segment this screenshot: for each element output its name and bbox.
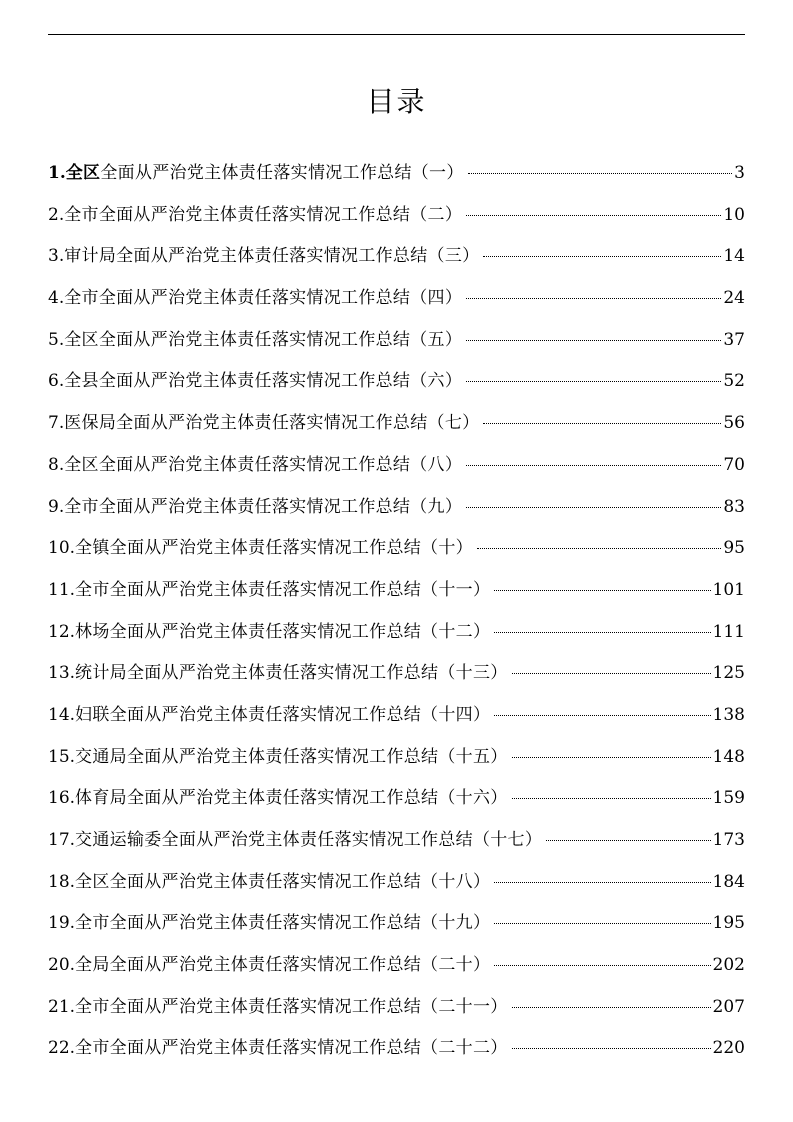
- dot-leader: [466, 298, 721, 299]
- dot-leader: [466, 340, 721, 341]
- toc-entry[interactable]: [48, 364, 745, 406]
- entry-title: 审计局全面从严治党主体责任落实情况工作总结（三）: [64, 246, 480, 267]
- entry-page-number: 10: [723, 204, 745, 225]
- toc-entry[interactable]: [48, 906, 745, 948]
- entry-page-number: 83: [723, 496, 745, 517]
- entry-number: 22.: [48, 1038, 76, 1059]
- toc-entry[interactable]: [48, 990, 745, 1032]
- entry-title: 全区全面从严治党主体责任落实情况工作总结（八）: [64, 454, 463, 475]
- dot-leader: [494, 590, 710, 591]
- entry-number: 2.: [48, 204, 65, 225]
- toc-entry[interactable]: [48, 198, 745, 240]
- entry-number: 11.: [48, 579, 76, 600]
- toc-entry[interactable]: [48, 781, 745, 823]
- dot-leader: [494, 923, 710, 924]
- toc-entry[interactable]: [48, 531, 745, 573]
- entry-page-number: 184: [712, 871, 745, 892]
- entry-page-number: 148: [712, 746, 745, 767]
- dot-leader: [494, 965, 710, 966]
- entry-page-number: 138: [712, 704, 745, 725]
- toc-entry[interactable]: [48, 865, 745, 907]
- entry-number: 20.: [48, 955, 76, 976]
- entry-page-number: 207: [712, 996, 745, 1017]
- entry-page-number: 95: [723, 538, 745, 559]
- entry-title-bold: 全区: [65, 163, 101, 183]
- dot-leader: [468, 173, 733, 174]
- entry-page-number: 220: [712, 1038, 745, 1059]
- entry-page-number: 111: [712, 621, 745, 642]
- entry-page-number: 37: [723, 329, 745, 350]
- dot-leader: [466, 381, 721, 382]
- entry-title: 全市全面从严治党主体责任落实情况工作总结（二）: [64, 204, 463, 225]
- dot-leader: [494, 715, 710, 716]
- toc-entry[interactable]: [48, 490, 745, 532]
- entry-title: 妇联全面从严治党主体责任落实情况工作总结（十四）: [75, 704, 491, 725]
- table-of-contents: [48, 156, 745, 1073]
- toc-entry[interactable]: [48, 281, 745, 323]
- entry-number: 16.: [48, 788, 76, 809]
- dot-leader: [466, 215, 721, 216]
- entry-page-number: 56: [723, 413, 745, 434]
- dot-leader: [466, 507, 721, 508]
- entry-title: 全市全面从严治党主体责任落实情况工作总结（十一）: [75, 579, 491, 600]
- dot-leader: [512, 1007, 711, 1008]
- entry-page-number: 3: [734, 163, 745, 183]
- dot-leader: [494, 882, 710, 883]
- toc-entry[interactable]: [48, 406, 745, 448]
- entry-title: 全县全面从严治党主体责任落实情况工作总结（六）: [64, 371, 463, 392]
- toc-entry[interactable]: [48, 823, 745, 865]
- entry-page-number: 125: [712, 663, 745, 684]
- entry-title: 全市全面从严治党主体责任落实情况工作总结（十九）: [75, 913, 491, 934]
- dot-leader: [483, 423, 721, 424]
- entry-title: 全市全面从严治党主体责任落实情况工作总结（九）: [64, 496, 463, 517]
- entry-title: 全区全面从严治党主体责任落实情况工作总结（十八）: [75, 871, 491, 892]
- entry-number: 6.: [48, 371, 65, 392]
- entry-title: 医保局全面从严治党主体责任落实情况工作总结（七）: [64, 413, 480, 434]
- toc-entry[interactable]: [48, 740, 745, 782]
- entry-number: 5.: [48, 329, 65, 350]
- toc-entry[interactable]: [48, 448, 745, 490]
- dot-leader: [512, 673, 711, 674]
- dot-leader: [512, 798, 711, 799]
- entry-page-number: 70: [723, 454, 745, 475]
- dot-leader: [466, 465, 721, 466]
- page-title: 目录: [366, 85, 427, 118]
- toc-entry[interactable]: [48, 239, 745, 281]
- entry-number: 12.: [48, 621, 76, 642]
- dot-leader: [477, 548, 721, 549]
- entry-number: 19.: [48, 913, 76, 934]
- entry-number: 14.: [48, 704, 76, 725]
- entry-page-number: 195: [712, 913, 745, 934]
- entry-page-number: 14: [723, 246, 745, 267]
- entry-page-number: 52: [723, 371, 745, 392]
- dot-leader: [512, 1048, 711, 1049]
- entry-title: 全区全面从严治党主体责任落实情况工作总结（五）: [64, 329, 463, 350]
- entry-page-number: 101: [712, 579, 745, 600]
- entry-page-number: 24: [723, 288, 745, 309]
- toc-entry[interactable]: [48, 948, 745, 990]
- entry-number: 1.: [48, 163, 66, 183]
- dot-leader: [512, 757, 711, 758]
- entry-page-number: 159: [712, 788, 745, 809]
- entry-number: 9.: [48, 496, 65, 517]
- entry-page-number: 202: [712, 955, 745, 976]
- entry-number: 15.: [48, 746, 76, 767]
- entry-title: [66, 156, 464, 190]
- entry-number: 3.: [48, 246, 65, 267]
- entry-title: 全市全面从严治党主体责任落实情况工作总结（二十一）: [75, 996, 508, 1017]
- dot-leader: [546, 840, 710, 841]
- header-rule: [48, 34, 745, 35]
- entry-number: 4.: [48, 288, 65, 309]
- entry-title: 全市全面从严治党主体责任落实情况工作总结（二十二）: [75, 1038, 508, 1059]
- entry-number: 7.: [48, 413, 65, 434]
- toc-entry[interactable]: [48, 615, 745, 657]
- entry-title: 林场全面从严治党主体责任落实情况工作总结（十二）: [75, 621, 491, 642]
- entry-number: 17.: [48, 830, 76, 850]
- entry-title: 全局全面从严治党主体责任落实情况工作总结（二十）: [75, 955, 491, 976]
- entry-number: 10.: [48, 538, 76, 559]
- entry-number: 8.: [48, 454, 65, 475]
- entry-title: 统计局全面从严治党主体责任落实情况工作总结（十三）: [75, 663, 508, 684]
- entry-title: 全镇全面从严治党主体责任落实情况工作总结（十）: [75, 538, 473, 559]
- dot-leader: [483, 256, 721, 257]
- entry-title-rest: 全面从严治党主体责任落实情况工作总结（一）: [100, 163, 464, 183]
- entry-number: 21.: [48, 996, 76, 1017]
- entry-title: 全市全面从严治党主体责任落实情况工作总结（四）: [64, 288, 463, 309]
- entry-page-number: 173: [712, 830, 745, 850]
- toc-entry[interactable]: [48, 1031, 745, 1073]
- entry-title: 交通运输委全面从严治党主体责任落实情况工作总结（十七）: [75, 830, 543, 850]
- entry-title: 体育局全面从严治党主体责任落实情况工作总结（十六）: [75, 788, 508, 809]
- entry-number: 13.: [48, 663, 76, 684]
- toc-entry[interactable]: [48, 656, 745, 698]
- entry-number: 18.: [48, 871, 76, 892]
- toc-entry[interactable]: [48, 573, 745, 615]
- toc-entry[interactable]: [48, 698, 745, 740]
- dot-leader: [494, 632, 710, 633]
- toc-entry[interactable]: [48, 156, 745, 198]
- entry-title: 交通局全面从严治党主体责任落实情况工作总结（十五）: [75, 746, 508, 767]
- toc-entry[interactable]: [48, 323, 745, 365]
